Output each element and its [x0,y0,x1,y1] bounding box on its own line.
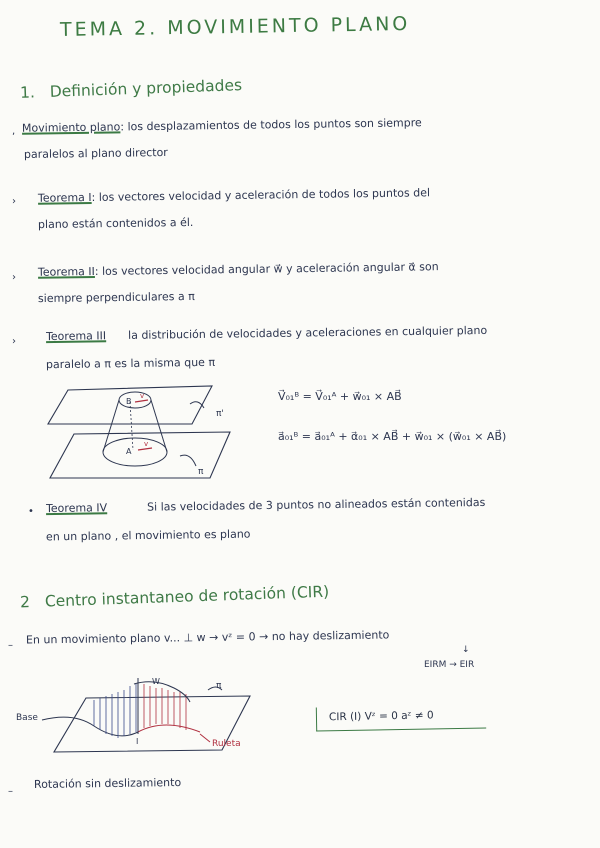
dash-bullet: – [8,640,13,651]
theorem-2-text-1: : los vectores velocidad angular w⃗ y aceleración angular α⃗ son [94,260,439,279]
section-1-heading [20,76,243,102]
point-a-label: A [126,447,132,456]
rotation-line: Rotación sin deslizamiento [33,775,182,792]
section-1-number: 1. [19,83,36,102]
base-hatching [94,684,136,738]
theorem-4-term: Teorema IV [45,501,108,516]
theorem-1-text-1: : los vectores velocidad y aceleración de todos los puntos del [91,186,431,204]
theorem-3-term: Teorema III [45,329,107,344]
definition-line-1 [22,115,422,137]
bullet-dot: , [12,126,16,137]
theorem-4-line-1 [46,495,485,517]
bullet-dot: › [12,196,16,207]
base-label: Base [16,713,38,723]
section-2-heading [20,583,330,612]
w-label: W [152,677,160,686]
ruleta-curve [138,725,200,732]
base-ruleta-figure [14,672,264,764]
cylinder [103,392,167,466]
ab-segment [130,402,133,450]
ruleta-label: Ruleta [212,739,241,749]
bullet-dot: › [12,336,16,347]
velocity-equation: V⃗₀₁ᴮ = V⃗₀₁ᴬ + w⃗₀₁ × AB⃗ [278,390,402,403]
theorem-3-line-2: paralelo a π es la misma que π [45,355,216,372]
ruleta-pointer [200,734,210,742]
definition-text-1: : los desplazamientos de todos los puntos son siempre [120,116,422,134]
section-2-title: Centro instantaneo de rotación (CIR) [44,582,330,611]
page-title: TEMA 2. MOVIMIENTO PLANO [59,12,411,42]
velocity-b-label: v [140,392,145,400]
cir-boxed-formula: CIR (I) Vᶻ = 0 aᶻ ≠ 0 [316,705,486,732]
acceleration-equation: a⃗₀₁ᴮ = a⃗₀₁ᴬ + α⃗₀₁ × AB⃗ + w⃗₀₁ × (w⃗₀₁ × AB⃗) [278,430,507,443]
pi-label-2: π [216,681,222,691]
point-b-label: B [126,397,132,406]
theorem-4-line-2: en un plano , el movimiento es plano [45,527,251,544]
definition-term: Movimiento plano [21,120,121,135]
theorem-1-line-2: plano están contenidos a él. [37,215,194,232]
bullet-dot: • [28,506,34,517]
definition-line-2: paralelos al plano director [23,145,168,162]
bullet-dot: › [12,272,16,283]
theorem-4-text-1: Si las velocidades de 3 puntos no alineados están contenidas [147,495,486,514]
theorem-3-text-1: la distribución de velocidades y aceleraciones en cualquier plano [128,323,488,342]
theorem-2-line-2: siempre perpendiculares a π [37,289,195,306]
velocity-a-label: v [144,440,149,448]
pi-arc [180,455,196,466]
section-1-title: Definición y propiedades [49,76,243,101]
theorem-1-line-1 [38,185,430,206]
velocity-b-arrow [135,400,148,402]
theorem-2-term: Teorema II [37,265,95,279]
dash-bullet: – [8,786,13,797]
i-label: I [136,737,139,746]
cir-condition-line: En un movimiento plano v... ⊥ w → vᶻ = 0 → no hay deslizamiento [25,628,390,647]
theorem-1-term: Teorema I [37,190,92,205]
planes-cylinder-figure [40,378,260,488]
velocity-a-arrow [138,448,152,450]
pi-label: π [198,467,204,477]
theorem-2-line-1 [38,259,439,281]
eirm-result: EIRM → EIR [424,660,475,670]
pi-prime-arc [190,402,204,408]
theorem-3-line-1 [46,323,487,345]
section-2-number: 2 [19,593,31,612]
pi-prime-label: π' [216,409,224,419]
down-arrow: ↓ [462,645,470,655]
